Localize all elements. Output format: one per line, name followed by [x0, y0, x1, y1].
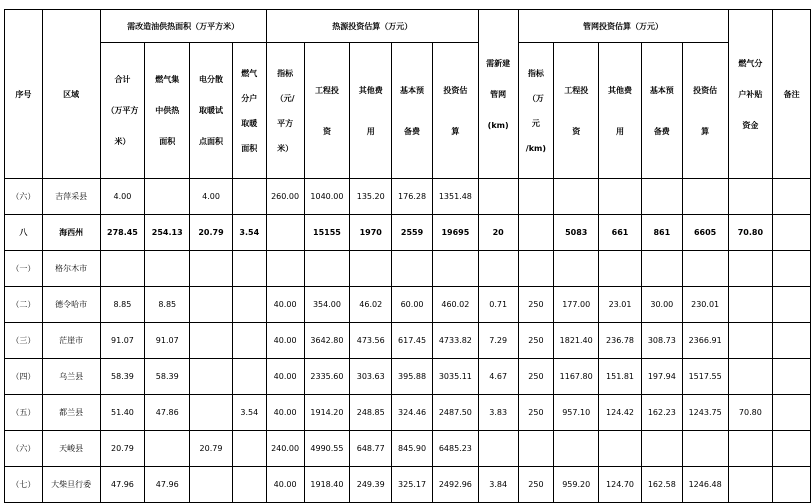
cell-region: 大柴旦行委 — [42, 467, 100, 503]
cell-central — [145, 251, 190, 287]
cell-pindex — [518, 251, 554, 287]
cell-eng — [304, 251, 350, 287]
header-region: 区域 — [42, 10, 100, 179]
cell-index — [266, 251, 304, 287]
cell-seq: （一） — [5, 251, 43, 287]
cell-gas — [232, 323, 266, 359]
cell-invest: 2487.50 — [432, 395, 478, 431]
cell-elec: 20.79 — [190, 215, 233, 251]
header-pinvest: 投资估 算 — [682, 43, 728, 179]
cell-total — [100, 251, 145, 287]
cell-gas — [232, 287, 266, 323]
cell-elec — [190, 359, 233, 395]
cell-pother — [599, 251, 642, 287]
cell-invest: 460.02 — [432, 287, 478, 323]
cell-seq: （二） — [5, 287, 43, 323]
cell-note — [773, 431, 811, 467]
cell-total: 20.79 — [100, 431, 145, 467]
table-row — [5, 179, 811, 215]
cell-peng — [554, 251, 599, 287]
cell-other — [350, 251, 392, 287]
cell-reserve: 617.45 — [392, 323, 433, 359]
cell-total: 51.40 — [100, 395, 145, 431]
cell-gas — [232, 251, 266, 287]
cell-peng: 957.10 — [554, 395, 599, 431]
cell-peng: 1821.40 — [554, 323, 599, 359]
cell-subsidy: 70.80 — [728, 395, 773, 431]
header-gas-house: 燃气 分户 取暖 面积 — [232, 43, 266, 179]
cell-pindex — [518, 215, 554, 251]
cell-elec: 20.79 — [190, 431, 233, 467]
cell-invest: 3035.11 — [432, 359, 478, 395]
cell-region: 都兰县 — [42, 395, 100, 431]
cell-subsidy — [728, 179, 773, 215]
cell-seq: （三） — [5, 323, 43, 359]
cell-elec — [190, 395, 233, 431]
cell-elec — [190, 251, 233, 287]
cell-subsidy — [728, 431, 773, 467]
cell-reserve: 395.88 — [392, 359, 433, 395]
cell-eng: 2335.60 — [304, 359, 350, 395]
cell-pinvest: 6605 — [682, 215, 728, 251]
cell-total: 58.39 — [100, 359, 145, 395]
cell-pinvest: 2366.91 — [682, 323, 728, 359]
cell-pipe: 3.83 — [478, 395, 518, 431]
cell-peng: 959.20 — [554, 467, 599, 503]
cell-gas: 3.54 — [232, 395, 266, 431]
cell-eng: 1914.20 — [304, 395, 350, 431]
cell-index: 40.00 — [266, 287, 304, 323]
cell-reserve: 2559 — [392, 215, 433, 251]
cell-reserve: 176.28 — [392, 179, 433, 215]
cell-preserve: 162.23 — [641, 395, 682, 431]
cell-region: 德令哈市 — [42, 287, 100, 323]
header-elec: 电分散 取暖试 点面积 — [190, 43, 233, 179]
cell-pipe: 20 — [478, 215, 518, 251]
table-row — [5, 359, 811, 395]
cell-central: 8.85 — [145, 287, 190, 323]
cell-reserve: 324.46 — [392, 395, 433, 431]
cell-pinvest — [682, 431, 728, 467]
cell-pipe — [478, 251, 518, 287]
cell-eng: 15155 — [304, 215, 350, 251]
header-preserve: 基本预 备费 — [641, 43, 682, 179]
cell-pinvest: 1246.48 — [682, 467, 728, 503]
cell-pinvest: 1243.75 — [682, 395, 728, 431]
cell-note — [773, 395, 811, 431]
header-central: 燃气集 中供热 面积 — [145, 43, 190, 179]
header-other: 其他费 用 — [350, 43, 392, 179]
cell-total: 91.07 — [100, 323, 145, 359]
cell-reserve — [392, 251, 433, 287]
cell-region: 格尔木市 — [42, 251, 100, 287]
cell-invest: 6485.23 — [432, 431, 478, 467]
cell-pindex: 250 — [518, 359, 554, 395]
cell-pindex: 250 — [518, 287, 554, 323]
cell-preserve — [641, 251, 682, 287]
header-index: 指标 （元/ 平方 米） — [266, 43, 304, 179]
cell-preserve — [641, 179, 682, 215]
cell-pother: 124.70 — [599, 467, 642, 503]
cell-gas — [232, 431, 266, 467]
cell-pinvest — [682, 179, 728, 215]
cell-region: 吉萍采县 — [42, 179, 100, 215]
header-subsidy: 燃气分 户补贴 资金 — [728, 10, 773, 179]
table-row — [5, 467, 811, 503]
cell-invest: 1351.48 — [432, 179, 478, 215]
table-row — [5, 395, 811, 431]
cell-note — [773, 215, 811, 251]
cell-seq: （六） — [5, 179, 43, 215]
cell-central: 254.13 — [145, 215, 190, 251]
cell-subsidy: 70.80 — [728, 215, 773, 251]
cell-invest: 4733.82 — [432, 323, 478, 359]
cell-other: 249.39 — [350, 467, 392, 503]
cell-total: 47.96 — [100, 467, 145, 503]
header-pipe-new: 需新建 管网 (km) — [478, 10, 518, 179]
cell-pipe: 7.29 — [478, 323, 518, 359]
cell-central: 47.96 — [145, 467, 190, 503]
cell-eng: 4990.55 — [304, 431, 350, 467]
cell-index — [266, 215, 304, 251]
table-row — [5, 323, 811, 359]
cell-total: 4.00 — [100, 179, 145, 215]
cell-other: 248.85 — [350, 395, 392, 431]
cell-reserve: 845.90 — [392, 431, 433, 467]
cell-preserve — [641, 431, 682, 467]
cell-invest: 19695 — [432, 215, 478, 251]
cell-seq: （四） — [5, 359, 43, 395]
cell-pindex — [518, 179, 554, 215]
cell-subsidy — [728, 287, 773, 323]
cell-pipe: 0.71 — [478, 287, 518, 323]
cell-eng: 3642.80 — [304, 323, 350, 359]
cell-central: 47.86 — [145, 395, 190, 431]
cell-note — [773, 359, 811, 395]
cell-peng: 1167.80 — [554, 359, 599, 395]
cell-eng: 1918.40 — [304, 467, 350, 503]
cell-pinvest — [682, 251, 728, 287]
cell-seq: （七） — [5, 467, 43, 503]
cell-index: 40.00 — [266, 467, 304, 503]
cell-pindex — [518, 431, 554, 467]
header-group-pipe: 管网投资估算（万元） — [518, 10, 728, 43]
cell-peng: 177.00 — [554, 287, 599, 323]
cell-note — [773, 251, 811, 287]
cell-eng: 354.00 — [304, 287, 350, 323]
table-row — [5, 251, 811, 287]
cell-pipe: 4.67 — [478, 359, 518, 395]
cell-index: 40.00 — [266, 359, 304, 395]
cell-pindex: 250 — [518, 467, 554, 503]
header-group-area: 需改造油供热面积（万平方米） — [100, 10, 266, 43]
cell-pinvest: 1517.55 — [682, 359, 728, 395]
header-note: 备注 — [773, 10, 811, 179]
cell-pother: 661 — [599, 215, 642, 251]
cell-peng — [554, 431, 599, 467]
header-invest: 投资估 算 — [432, 43, 478, 179]
cell-gas — [232, 179, 266, 215]
cell-gas: 3.54 — [232, 215, 266, 251]
cell-pother: 23.01 — [599, 287, 642, 323]
cell-pother: 151.81 — [599, 359, 642, 395]
cell-region: 乌兰县 — [42, 359, 100, 395]
cell-preserve: 308.73 — [641, 323, 682, 359]
cell-peng: 5083 — [554, 215, 599, 251]
header-total: 合计 （万平方 米） — [100, 43, 145, 179]
cell-preserve: 861 — [641, 215, 682, 251]
cell-preserve: 30.00 — [641, 287, 682, 323]
cell-subsidy — [728, 323, 773, 359]
table-row — [5, 215, 811, 251]
header-eng: 工程投 资 — [304, 43, 350, 179]
cell-region: 天峻县 — [42, 431, 100, 467]
header-seq: 序号 — [5, 10, 43, 179]
cell-pinvest: 230.01 — [682, 287, 728, 323]
cell-pipe — [478, 179, 518, 215]
cell-other: 303.63 — [350, 359, 392, 395]
cell-pother — [599, 431, 642, 467]
cell-pother: 124.42 — [599, 395, 642, 431]
cell-other: 135.20 — [350, 179, 392, 215]
cell-pipe: 3.84 — [478, 467, 518, 503]
cell-gas — [232, 467, 266, 503]
investment-table — [4, 9, 811, 503]
table-row — [5, 287, 811, 323]
cell-other: 46.02 — [350, 287, 392, 323]
cell-region: 海西州 — [42, 215, 100, 251]
cell-eng: 1040.00 — [304, 179, 350, 215]
cell-index: 240.00 — [266, 431, 304, 467]
cell-pother: 236.78 — [599, 323, 642, 359]
cell-preserve: 162.58 — [641, 467, 682, 503]
header-pother: 其他费 用 — [599, 43, 642, 179]
cell-pother — [599, 179, 642, 215]
cell-other: 473.56 — [350, 323, 392, 359]
cell-note — [773, 179, 811, 215]
cell-elec: 4.00 — [190, 179, 233, 215]
cell-central: 91.07 — [145, 323, 190, 359]
cell-index: 40.00 — [266, 395, 304, 431]
cell-seq: （六） — [5, 431, 43, 467]
cell-elec — [190, 467, 233, 503]
cell-reserve: 60.00 — [392, 287, 433, 323]
cell-other: 1970 — [350, 215, 392, 251]
cell-subsidy — [728, 359, 773, 395]
cell-elec — [190, 287, 233, 323]
cell-total: 8.85 — [100, 287, 145, 323]
cell-pipe — [478, 431, 518, 467]
table-row — [5, 431, 811, 467]
cell-pindex: 250 — [518, 395, 554, 431]
cell-note — [773, 287, 811, 323]
cell-invest — [432, 251, 478, 287]
cell-reserve: 325.17 — [392, 467, 433, 503]
cell-index: 40.00 — [266, 323, 304, 359]
cell-total: 278.45 — [100, 215, 145, 251]
cell-seq: （五） — [5, 395, 43, 431]
cell-other: 648.77 — [350, 431, 392, 467]
header-reserve: 基本预 备费 — [392, 43, 433, 179]
cell-preserve: 197.94 — [641, 359, 682, 395]
cell-peng — [554, 179, 599, 215]
cell-note — [773, 467, 811, 503]
cell-pindex: 250 — [518, 323, 554, 359]
cell-subsidy — [728, 251, 773, 287]
cell-region: 茫崖市 — [42, 323, 100, 359]
cell-index: 260.00 — [266, 179, 304, 215]
cell-central — [145, 431, 190, 467]
cell-invest: 2492.96 — [432, 467, 478, 503]
cell-central: 58.39 — [145, 359, 190, 395]
header-pindex: 指标 （万 元 /km) — [518, 43, 554, 179]
cell-note — [773, 323, 811, 359]
cell-subsidy — [728, 467, 773, 503]
header-peng: 工程投 资 — [554, 43, 599, 179]
cell-gas — [232, 359, 266, 395]
cell-elec — [190, 323, 233, 359]
cell-central — [145, 179, 190, 215]
header-group-heat: 热源投资估算（万元） — [266, 10, 478, 43]
cell-seq: 八 — [5, 215, 43, 251]
